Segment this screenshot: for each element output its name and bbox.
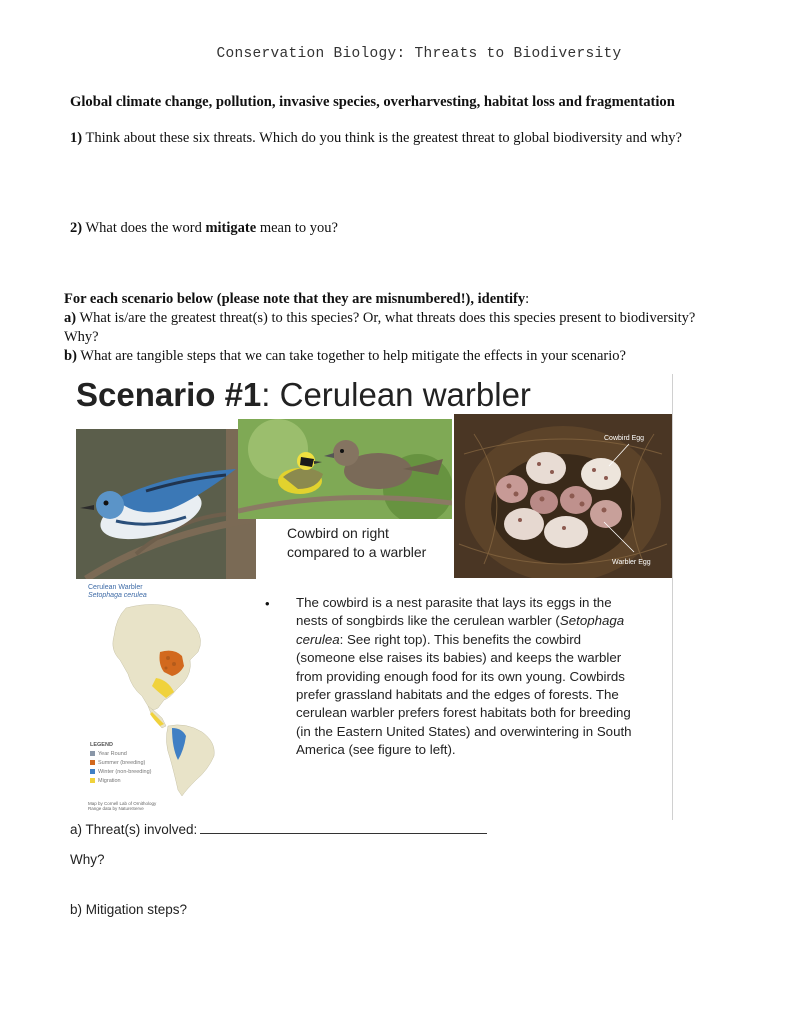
warbler-egg-label: Warbler Egg xyxy=(612,559,651,566)
threats-label: a) Threat(s) involved: xyxy=(70,822,198,837)
answer-mitigation: b) Mitigation steps? xyxy=(70,902,188,917)
cerulean-warbler-photo xyxy=(76,429,256,579)
legend-item: Summer (breeding) xyxy=(90,759,152,768)
legend-item: Year Round xyxy=(90,750,152,759)
slide-border xyxy=(672,374,673,820)
threats-heading: Global climate change, pollution, invasive species, overharvesting, habitat loss and fragmentation xyxy=(70,94,675,110)
legend-item: Migration xyxy=(90,777,152,786)
instruction-label: b) xyxy=(64,348,77,364)
instruction-label: a) xyxy=(64,310,77,326)
answer-blank-line[interactable] xyxy=(200,820,487,834)
scenario-instructions: For each scenario below (please note that they are misnumbered!), identify: a) What is/are the greatest threat(s) to this species? Or, what threats does this species present to biodiversity? Why? b) What are tangible steps that we can take together to help mitigate the effects in your scenario? xyxy=(64,291,696,364)
question-text: mean to you? xyxy=(256,220,338,236)
answer-threats xyxy=(70,820,487,837)
legend-item: Winter (non-breeding) xyxy=(90,768,152,777)
map-credit: Map by Cornell Lab of Ornithology Range data by NatureServe xyxy=(88,801,157,811)
question-text: What does the word xyxy=(82,220,206,236)
bullet-point-icon: • xyxy=(265,596,270,611)
question-1 xyxy=(70,129,710,148)
scenario-description: The cowbird is a nest parasite that lays its eggs in the nests of songbirds like the cerulean warbler (Setophaga cerulea: See right top). This benefits the cowbird (someone else raises its babies) and keeps the warbler from providing enough food for its own young. Cowbirds prefer grassland habitats and the edges of forests. The cerulean warbler prefers forest habitats both for breeding (in the Eastern United States) and overwintering in South America (see figure to left). xyxy=(296,595,632,758)
scenario-slide xyxy=(70,374,673,820)
instructions-lead: For each scenario below (please note that they are misnumbered!), identify xyxy=(64,291,526,307)
answer-why: Why? xyxy=(70,852,105,867)
comparison-caption: Cowbird on right compared to a warbler xyxy=(287,525,427,560)
cowbird-egg-label: Cowbird Egg xyxy=(604,435,645,442)
map-legend: LEGEND Year Round Summer (breeding) Winter (non-breeding) Migration xyxy=(90,742,152,784)
question-number: 2) xyxy=(70,220,83,236)
question-text: Think about these six threats. Which do you think is the greatest threat to global biodiversity and why? xyxy=(82,130,682,146)
instruction-text: What are tangible steps that we can take together to help mitigate the effects in your scenario? xyxy=(76,348,626,364)
keyword-mitigate: mitigate xyxy=(205,220,257,236)
range-map xyxy=(82,584,242,816)
map-title: Cerulean Warbler Setophaga cerulea xyxy=(88,584,147,599)
cowbird-warbler-photo xyxy=(238,419,452,519)
nest-eggs-photo xyxy=(454,414,672,578)
instruction-text: What is/are the greatest threat(s) to this species? Or, what threats does this species present to biodiversity? Why? xyxy=(64,310,696,345)
document-title: Conservation Biology: Threats to Biodiversity xyxy=(216,46,622,62)
question-number: 1) xyxy=(70,130,83,146)
question-2 xyxy=(70,219,710,238)
slide-title: Scenario #1: Cerulean warbler xyxy=(76,376,531,413)
